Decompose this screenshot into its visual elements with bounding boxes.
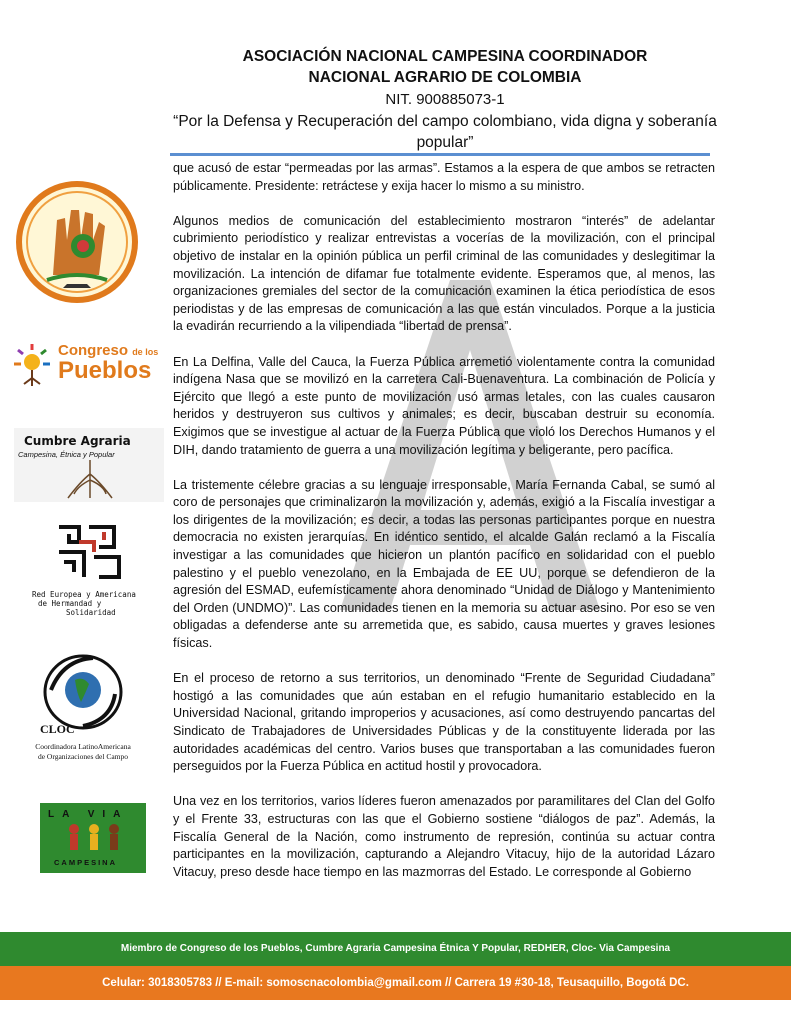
paragraph-2: Algunos medios de comunicación del establecimiento mostraron “interés” de adelantar cubrimiento periodístico y realizar entrevistas a vocerías de la movilización, con el principal objetivo de instalar en la opinión pública un perfil criminal de las comunidades y deslegitimar la movilización. La intención de difamar fue totalmente evidente. Esperamos que, al menos, las organizaciones gremiales del sector de la comunicación examinen la ética periodística de esos periodistas y de las empresas de comunicación a las que están vinculados. Porque a la justicia la evadirán recurriendo a la vilipendiada “libertad de prensa”. <box>173 213 715 334</box>
congreso-de-los: de los <box>132 347 159 357</box>
paragraph-1: que acusó de estar “permeadas por las armas”. Estamos a la espera de que ambos se retracten públicamente. Presidente: retráctese y exija hacer lo mismo a su ministro. <box>173 161 715 193</box>
cumbre-subtitle: Campesina, Étnica y Popular <box>18 450 115 459</box>
nit-number: NIT. 900885073-1 <box>385 91 505 108</box>
via-campesina-logo <box>40 803 146 873</box>
footer-contact-text: Celular: 3018305783 // E-mail: somoscnacolombia@gmail.com // Carrera 19 #30-18, Teusaquillo, Bogotá DC. <box>102 977 689 989</box>
letter-body <box>173 160 715 899</box>
via-word-top: LA VIA <box>48 809 129 820</box>
cloc-name: CLOC <box>40 722 75 736</box>
header-divider <box>170 153 710 156</box>
congreso-word: Congreso <box>58 342 129 359</box>
cumbre-agraria-logo <box>14 428 164 502</box>
paragraph-3: En La Delfina, Valle del Cauca, la Fuerza Pública arremetió violentamente contra la comunidad indígena Nasa que se movilizó en la carretera Cali-Buenaventura. La combinación de Policía y Ejército que llegó a este punto de movilización usó armas letales, con las cuales causaron heridos y destruyeron sus cultivos y animales; es decir, buscaban destruir su economía. Exigimos que se investigue al actuar de la Fuerza Pública que violó los Derechos Humanos y el DIH, dando tratamiento de guerra a una movilización legítima y beligerante, pero pacífica. <box>173 354 715 457</box>
org-name-line1: ASOCIACIÓN NACIONAL CAMPESINA COORDINADOR <box>242 48 648 65</box>
redher-line1: Red Europea y Americana <box>32 590 136 599</box>
motto: “Por la Defensa y Recuperación del campo colombiano, vida digna y soberanía popular” <box>173 113 717 151</box>
redher-line2: de Hermandad y <box>38 599 102 608</box>
congreso-pueblos-word: Pueblos <box>58 357 152 384</box>
footer-contact-bar <box>0 966 791 1000</box>
redher-line3: Solidaridad <box>66 608 116 617</box>
via-word-bottom: CAMPESINA <box>54 858 118 867</box>
cna-logo-icon <box>13 180 141 304</box>
footer-members-text: Miembro de Congreso de los Pueblos, Cumbre Agraria Campesina Étnica Y Popular, REDHER, Cloc- Via Campesina <box>120 943 671 954</box>
paragraph-6: Una vez en los territorios, varios líderes fueron amenazados por paramilitares del Clan del Golfo y el Frente 33, estructuras con las que el Gobierno sostiene “diálogos de paz”. Además, la Fiscalía General de la Nación, como instrumento de represión, continúa su actuar contra participantes en la movilización, capturando a Alejandro Vitacuy, hijo de la autoridad Lázaro Vitacuy, preso desde hace tiempo en las mazmorras del Estado. Le corresponde al Gobierno <box>173 794 715 879</box>
cloc-line1: Coordinadora LatinoAmericana <box>35 742 131 751</box>
cumbre-title: Cumbre Agraria <box>24 434 131 448</box>
redher-logo <box>32 522 152 622</box>
letterhead <box>150 46 740 153</box>
paragraph-5: En el proceso de retorno a sus territorios, un denominado “Frente de Seguridad Ciudadana” hostigó a las comunidades que aún estaban en el refugio humanitario establecido en la Universidad Nacional, gritando improperios y acusaciones, así como destruyendo pancartas del Sindicato de Trabajadores de Universidades Públicas y de la constituyente liderada por las autoridades académicas del centro. Varios buses que transportaban a las comunidades fueron perseguidos por la Fuerza Pública en actitud hostil y provocadora. <box>173 671 715 774</box>
cloc-line2: de Organizaciones del Campo <box>37 752 129 761</box>
redher-pattern-icon <box>54 522 124 582</box>
footer-members-bar <box>0 932 791 966</box>
org-name-line2: NACIONAL AGRARIO DE COLOMBIA <box>308 69 582 86</box>
paragraph-4: La tristemente célebre gracias a su lenguaje irresponsable, María Fernanda Cabal, se sumó al coro de personajes que criminalizaron la movilización y, además, exigió a la Fiscalía investigar a los dirigentes de la movilización; es decir, a todas las personas participantes porque en nuestra democracia no existen jerarquías. En idéntico sentido, el alcalde Galán reclamó a la Fiscalía investigar a las comunidades que hicieron un plantón pacífico en solidaridad con el pueblo palestino y el pueblo venezolano, en la Embajada de EE UU, porque se defendieron de la agresión del ESMAD, eufemísticamente ahora denominado “Unidad de Diálogo y Mantenimiento del Orden (UNDMO)”. Las comunidades tienen en la memoria su actuar asesino. Por eso se ven obligadas a defenderse ante su arremetida que, es sabido, causa muertes y graves lesiones físicas. <box>173 477 715 651</box>
roots-icon <box>60 460 120 500</box>
congreso-sun-icon <box>12 342 52 388</box>
farmers-icon <box>64 821 124 855</box>
cloc-logo <box>18 650 148 770</box>
congreso-de-los-pueblos-logo <box>12 340 159 390</box>
